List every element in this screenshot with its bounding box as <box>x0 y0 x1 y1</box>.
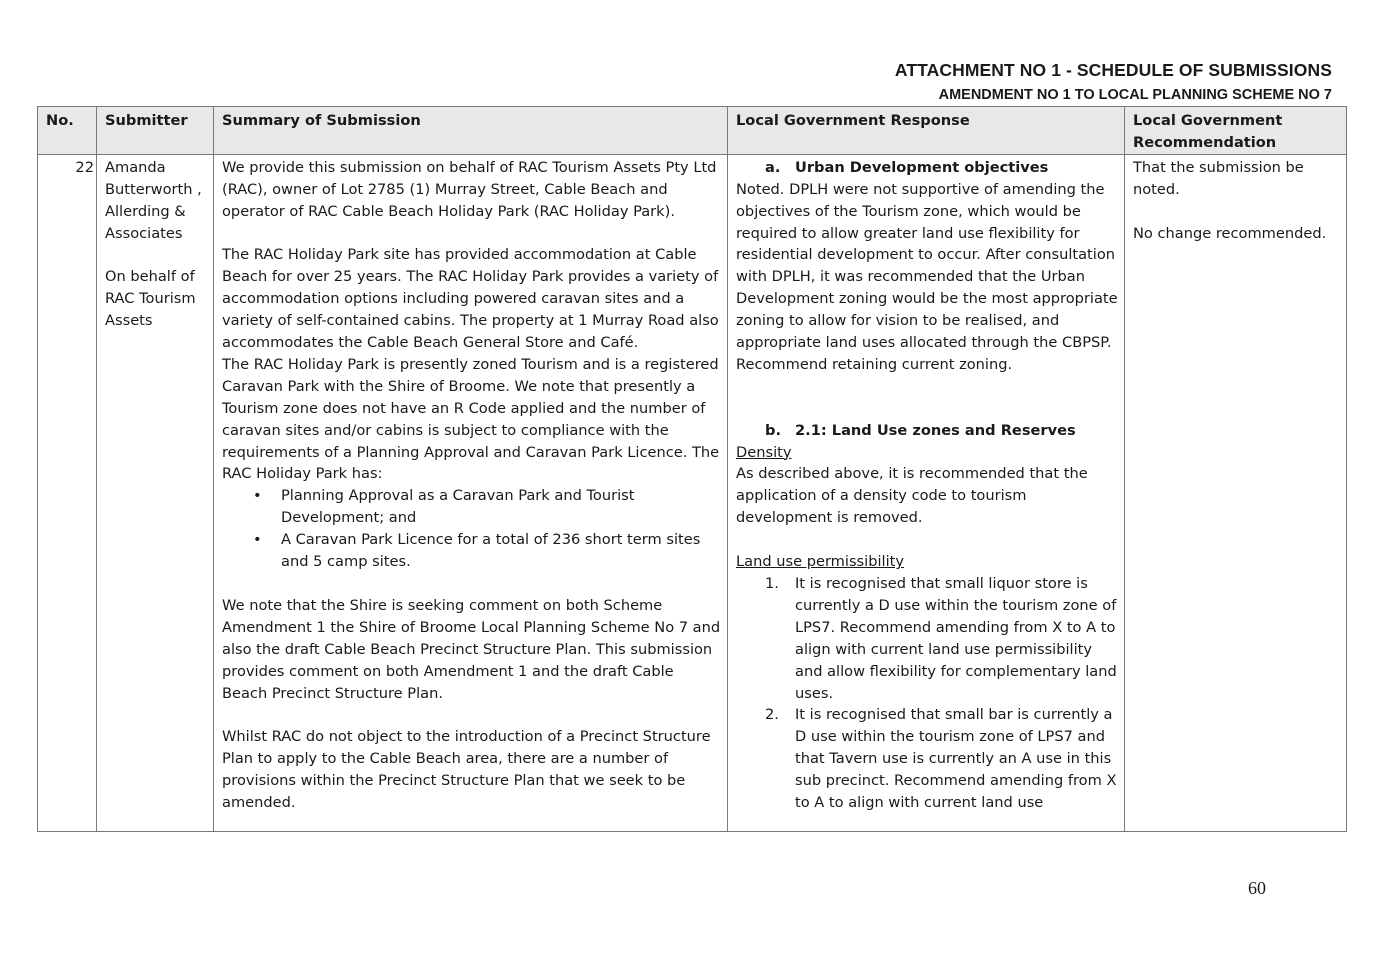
column-header-submitter: Submitter <box>97 107 214 155</box>
table-header-row <box>38 107 1347 155</box>
column-header-response: Local Government Response <box>728 107 1125 155</box>
response-paragraph: Noted. DPLH were not supportive of amending the objectives of the Tourism zone, which would be required to allow greater land use flexibility for residential development to occur. After consultation with DPLH, it was recommended that the Urban Development zoning would be the most appropriate zoning to allow for vision to be realised, and appropriate land uses allocated through the CBPSP. Recommend retaining current zoning. <box>736 180 1118 373</box>
attachment-title: ATTACHMENT NO 1 - SCHEDULE OF SUBMISSIONS <box>894 60 1332 80</box>
column-header-summary: Summary of Submission <box>214 107 728 155</box>
density-heading: Density <box>736 443 792 461</box>
table-row <box>38 154 1347 831</box>
recommendation-text: That the submission be noted. <box>1133 158 1304 198</box>
summary-paragraph: Whilst RAC do not object to the introduction of a Precinct Structure Plan to apply to the Cable Beach area, there are a number of provisions within the Precinct Structure Plan that we seek to be amended. <box>222 728 711 812</box>
cell-submitter <box>97 154 214 831</box>
land-use-heading: Land use permissibility <box>736 553 904 571</box>
bullet-icon: • <box>253 531 262 549</box>
bullet-icon: • <box>253 487 262 505</box>
page-number: 60 <box>1248 878 1266 898</box>
cell-summary <box>214 154 728 831</box>
column-header-recommendation: Local Government Recommendation <box>1125 107 1347 155</box>
column-header-no: No. <box>38 107 97 155</box>
cell-recommendation <box>1125 154 1347 831</box>
land-use-list <box>736 573 1118 814</box>
submitter-on-behalf: On behalf of RAC Tourism Assets <box>105 268 196 330</box>
list-item: • A Caravan Park Licence for a total of 236 short term sites and 5 camp sites. <box>253 531 701 571</box>
summary-bullet-list <box>222 485 721 573</box>
response-heading-b: b. 2.1: Land Use zones and Reserves <box>765 421 1076 439</box>
attachment-subtitle: AMENDMENT NO 1 TO LOCAL PLANNING SCHEME NO 7 <box>938 87 1332 103</box>
summary-paragraph: The RAC Holiday Park is presently zoned Tourism and is a registered Caravan Park with the Shire of Broome. We note that presently a Tourism zone does not have an R Code applied and the number of caravan sites and/or cabins is subject to compliance with the requirements of a Planning Approval and Caravan Park Licence. The RAC Holiday Park has: <box>222 355 720 483</box>
response-paragraph: As described above, it is recommended that the application of a density code to tourism development is removed. <box>736 465 1088 527</box>
response-heading-a: a. Urban Development objectives <box>765 158 1049 176</box>
summary-paragraph: The RAC Holiday Park site has provided accommodation at Cable Beach for over 25 years. The RAC Holiday Park provides a variety of accommodation options including powered caravan sites and a variety of self-contained cabins. The property at 1 Murray Road also accommodates the Cable Beach General Store and Café. <box>222 246 719 352</box>
submissions-table <box>37 106 1347 832</box>
submitter-name: Amanda Butterworth , Allerding & Associates <box>105 158 202 242</box>
recommendation-text: No change recommended. <box>1133 224 1327 242</box>
list-item: • Planning Approval as a Caravan Park and Tourist Development; and <box>253 487 635 527</box>
cell-response <box>728 154 1125 831</box>
summary-paragraph: We provide this submission on behalf of RAC Tourism Assets Pty Ltd (RAC), owner of Lot 2785 (1) Murray Street, Cable Beach and operator of RAC Cable Beach Holiday Park (RAC Holiday Park). <box>222 158 717 220</box>
summary-paragraph: We note that the Shire is seeking comment on both Scheme Amendment 1 the Shire of Broome Local Planning Scheme No 7 and also the draft Cable Beach Precinct Structure Plan. This submission provides comment on both Amendment 1 and the draft Cable Beach Precinct Structure Plan. <box>222 596 721 702</box>
cell-no: 22 <box>38 154 97 831</box>
list-item: 2. It is recognised that small bar is currently a D use within the tourism zone of LPS7 and that Tavern use is currently an A use in this sub precinct. Recommend amending from X to A to align with current land use <box>765 706 1117 812</box>
list-item: 1. It is recognised that small liquor store is currently a D use within the tourism zone of LPS7. Recommend amending from X to A to align with current land use permissibility and allow flexibility for complementary land uses. <box>765 574 1117 702</box>
